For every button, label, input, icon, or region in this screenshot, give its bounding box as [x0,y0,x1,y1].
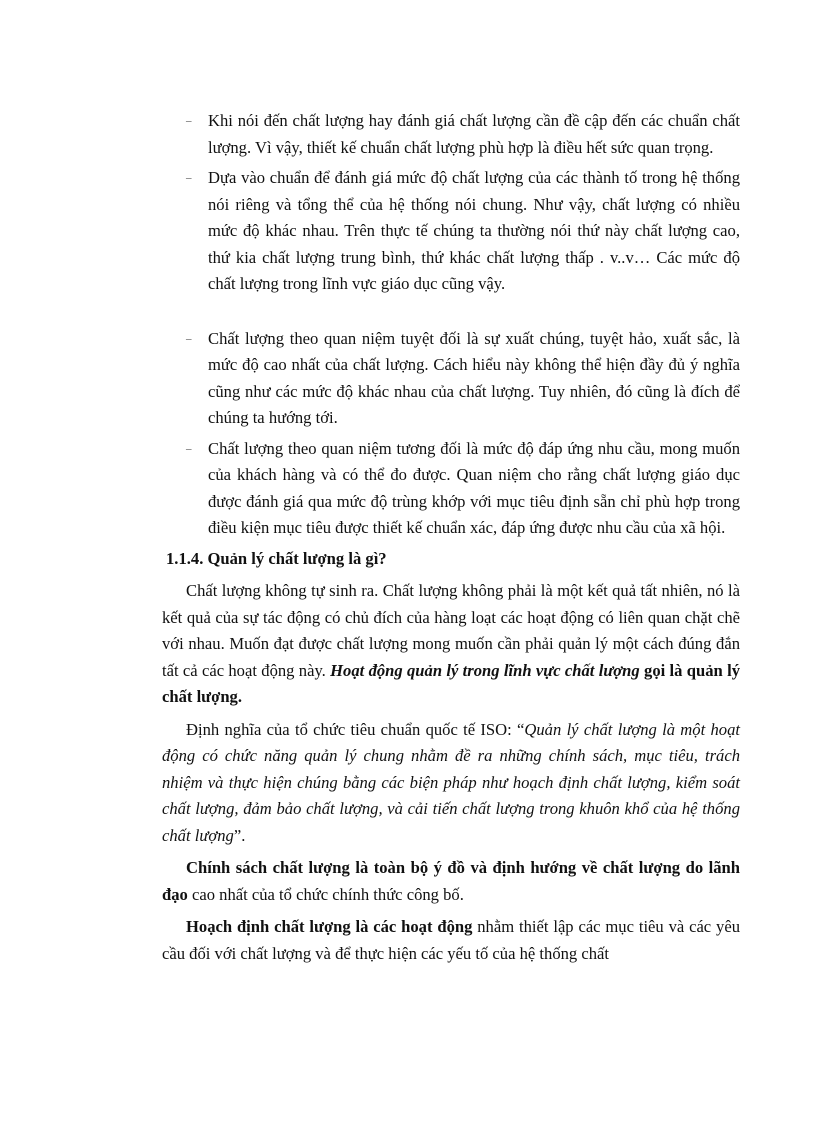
bullet-text: Chất lượng theo quan niệm tương đối là mức độ đáp ứng nhu cầu, mong muốn của khách hàng và có thể đo được. Quan niệm cho rằng chất lượng giáo dục được đánh giá qua mức độ trùng khớp với mục tiêu định sẵn chỉ phù hợp trong điều kiện mục tiêu được thiết kế chuẩn xác, đáp ứng được nhu cầu của xã hội. [208,438,740,537]
paragraph-quality-planning [162,914,740,967]
emphasis-bold-italic: Hoạt động quản lý trong lĩnh vực chất lượng [330,660,640,680]
bullet-item [162,165,740,298]
term-quality-policy: Chính sách chất lượng là toàn bộ ý đồ và định hướng về chất lượng do lãnh đạo [162,858,740,904]
bullet-item [162,108,740,161]
paragraph-iso-definition [162,717,740,850]
paragraph-quality-policy [162,855,740,908]
paragraph-text: nhằm thiết lập các mục tiêu và các yêu cầu đối với chất lượng và để thực hiện các yếu tố của hệ thống chất [162,917,740,963]
bullet-item [162,436,740,542]
bullet-item [162,326,740,432]
paragraph-text: Định nghĩa của tổ chức tiêu chuẩn quốc tế ISO: “ [186,719,525,739]
bullet-dash: – [186,115,192,127]
paragraph-text: Chất lượng không tự sinh ra. Chất lượng không phải là một kết quả tất nhiên, nó là kết quả của sự tác động có chủ đích của hàng loạt các hoạt động có liên quan chặt chẽ với nhau. Muốn đạt được chất lượng mong muốn cần phải quản lý một cách đúng đắn tất cả các hoạt động này. [162,581,740,680]
section-heading: 1.1.4. Quản lý chất lượng là gì? [166,548,387,568]
bullet-text: Dựa vào chuẩn để đánh giá mức độ chất lượng của các thành tố trong hệ thống nói riêng và tổng thể của hệ thống nói chung. Như vậy, chất lượng có nhiều mức độ khác nhau. Trên thực tế chúng ta thường nói thứ này chất lượng cao, thứ kia chất lượng trung bình, thứ khác chất lượng thấp . v..v… Các mức độ chất lượng trong lĩnh vực giáo dục cũng vậy. [208,168,740,293]
bullet-dash: – [186,442,192,455]
paragraph-quality-management [162,578,740,711]
bullet-dash: – [186,172,192,184]
bullet-dash: – [186,332,192,345]
bullet-text: Chất lượng theo quan niệm tuyệt đối là sự xuất chúng, tuyệt hảo, xuất sắc, là mức độ cao nhất của chất lượng. Cách hiểu này không thể hiện đầy đủ ý nghĩa cũng như các mức độ khác nhau của chất lượng. Tuy nhiên, đó cũng là đích để chúng ta hướng tới. [208,328,740,427]
iso-quote: Quản lý chất lượng là một hoạt động có chức năng quản lý chung nhằm đề ra những chính sách, mục tiêu, trách nhiệm và thực hiện chúng bằng các biện pháp như hoạch định chất lượng, kiểm soát chất lượng, đảm bảo chất lượng, và cải tiến chất lượng trong khuôn khổ của hệ thống chất lượng [162,719,740,845]
bullet-text: Khi nói đến chất lượng hay đánh giá chất lượng cần đề cập đến các chuẩn chất lượng. Vì vậy, thiết kế chuẩn chất lượng phù hợp là điều hết sức quan trọng. [208,111,740,157]
paragraph-text: cao nhất của tổ chức chính thức công bố. [187,884,464,904]
document-page [162,108,740,973]
term-quality-planning: Hoạch định chất lượng là các hoạt động [186,917,473,936]
emphasis-bold: gọi là quản lý chất lượng. [162,660,740,706]
quote-close: ”. [233,825,246,845]
